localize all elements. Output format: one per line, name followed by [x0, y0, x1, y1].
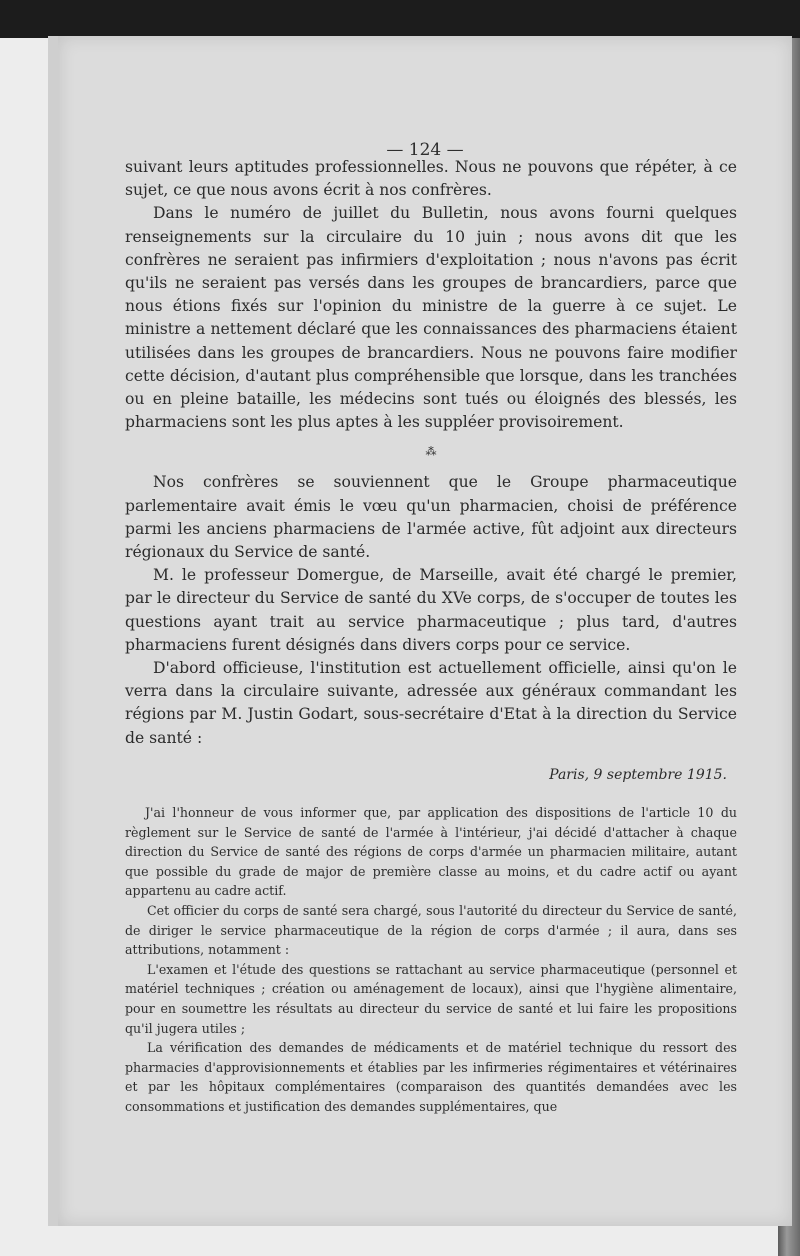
section-separator: ⁂	[425, 445, 437, 459]
letter-paragraph: L'examen et l'étude des questions se rattachant au service pharmaceutique (personnel et matériel techniques ; création ou aménagement de locaux), ainsi que l'hygiène alimentaire, pour en soumettre les résultats au directeur du service de santé et lui faire les propositions qu'il jugera utiles ;	[125, 961, 737, 1036]
paragraph-bulletin: Dans le numéro de juillet du Bulletin, nous avons fourni quelques renseignements sur la circulaire du 10 juin ; nous avons dit que les confrères ne seraient pas infirmiers d'exploitation ; nous n'avons pas écrit qu'ils ne seraient pas versés dans les groupes de brancardiers, parce que nous étions fixés sur l'opinion du ministre de la guerre à ce sujet. Le ministre a nettement déclaré que les connaissances des pharmaciens étaient utilisées dans les groupes de brancardiers. Nous ne pouvons faire modifier cette décision, d'autant plus compréhensible que lorsque, dans les tranchées ou en pleine bataille, les médecins sont tués ou éloignés des blessés, les pharmaciens sont les plus aptes à les suppléer provisoirement.	[125, 204, 737, 432]
paragraph-groupe: Nos confrères se souviennent que le Groupe pharmaceutique parlementaire avait émis le vœu qu'un pharmacien, choisi de préférence parmi les anciens pharmaciens de l'armée active, fût adjoint aux directeurs régionaux du Service de santé.	[125, 473, 737, 562]
paragraph-institution: D'abord officieuse, l'institution est actuellement officielle, ainsi qu'on le verra dans la circulaire suivante, adressée aux généraux commandant les régions par M. Justin Godart, sous-secrétaire d'Etat à la direction du Service de santé :	[125, 659, 737, 747]
scan-top-border	[0, 0, 800, 38]
letter-paragraph: Cet officier du corps de santé sera chargé, sous l'autorité du directeur du Service de santé, de diriger le service pharmaceutique de la région de corps d'armée ; il aura, dans ses attributions, notamment :	[125, 903, 737, 958]
letter-paragraph: La vérification des demandes de médicaments et de matériel technique du ressort des pharmacies d'approvisionnements et établies par les infirmeries régimentaires et vétérinaires et par les hôpitaux complémentaires (comparaison des quantités demandées avec les consommations et justification des demandes supplémentaires, que	[125, 1040, 737, 1114]
letter-paragraph: J'ai l'honneur de vous informer que, par application des dispositions de l'article 10 du règlement sur le Service de santé de l'armée à l'intérieur, j'ai décidé d'attacher à chaque direction du Service de santé des régions de corps d'armée un pharmacien militaire, autant que possible du grade de major de première classe au moins, et du cadre actif ou ayant appartenu au cadre actif.	[125, 805, 737, 899]
page-body	[125, 120, 737, 1117]
letter-dateline: Paris, 9 septembre 1915.	[549, 766, 727, 783]
paragraph-domergue: M. le professeur Domergue, de Marseille, avait été chargé le premier, par le directeur du Service de santé du XVe corps, de s'occuper de toutes les questions ayant trait au service pharmaceutique ; plus tard, d'autres pharmaciens furent désignés dans divers corps pour ce service.	[125, 566, 737, 654]
paragraph-continuation: suivant leurs aptitudes professionnelles. Nous ne pouvons que répéter, à ce sujet, ce que nous avons écrit à nos confrères.	[125, 158, 737, 200]
page-number: — 124 —	[386, 140, 464, 160]
circular-letter	[125, 803, 737, 1117]
